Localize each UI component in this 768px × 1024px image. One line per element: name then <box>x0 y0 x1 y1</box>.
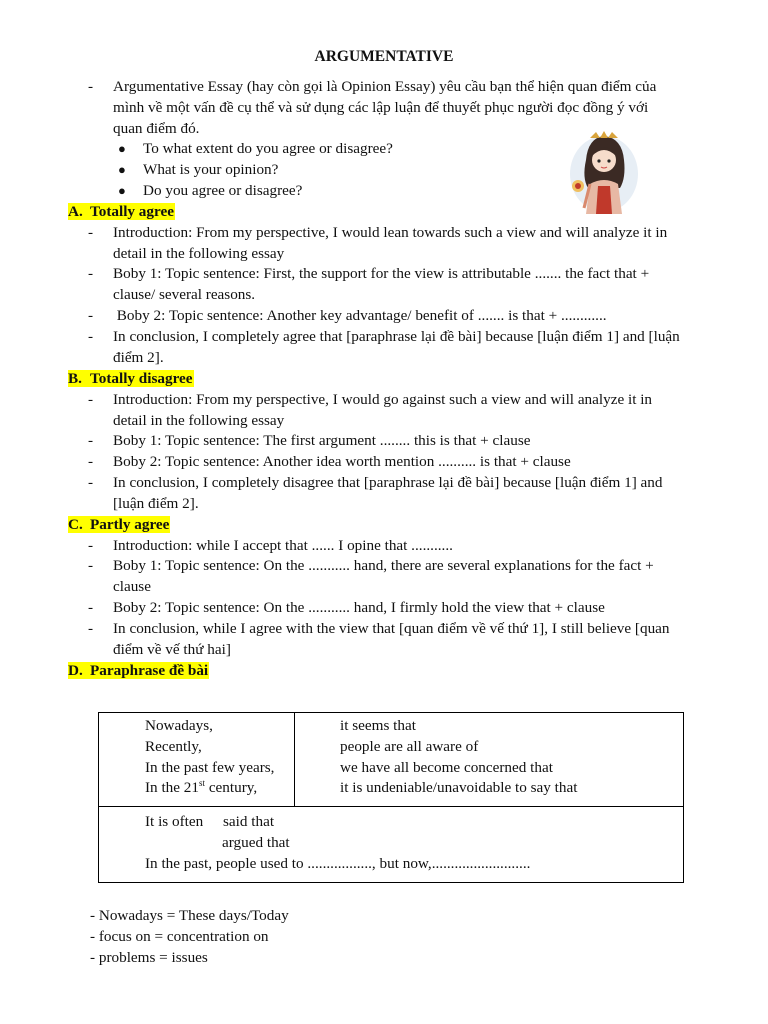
intro-line: Argumentative Essay (hay còn gọi là Opinion Essay) yêu cầu bạn thể hiện quan điểm của <box>113 78 657 95</box>
bullet-icon: ● <box>118 183 126 198</box>
table-cell: In the past, people used to ................., but now,.......................... <box>145 855 531 872</box>
intro-line: mình về một vấn đề cụ thể và sử dụng các lập luận để thuyết phục người đọc đồng ý với <box>113 98 649 116</box>
bullet-icon: ● <box>118 141 126 156</box>
paraphrase-table <box>98 712 684 883</box>
section-heading-b: B. Totally disagree <box>68 370 193 387</box>
table-cell: Nowadays, <box>145 717 213 734</box>
section-heading-c: C. Partly agree <box>68 516 170 533</box>
table-cell: people are all aware of <box>340 738 479 755</box>
table-cell: it is undeniable/unavoidable to say that <box>340 779 578 796</box>
intro-line: quan điểm đó. <box>113 119 200 137</box>
synonym-note: - Nowadays = These days/Today <box>90 907 289 924</box>
table-cell: it seems that <box>340 717 416 734</box>
table-cell: said that <box>223 813 275 830</box>
table-divider <box>294 713 295 806</box>
table-cell: we have all become concerned that <box>340 759 553 776</box>
table-cell: argued that <box>222 834 290 851</box>
table-cell: It is often <box>145 813 204 830</box>
table-cell: Recently, <box>145 738 202 755</box>
dash-marker: - <box>88 78 94 95</box>
synonym-note: - problems = issues <box>90 949 208 966</box>
table-divider <box>99 806 683 807</box>
illustration-image <box>566 128 642 214</box>
bullet-icon: ● <box>118 162 126 177</box>
section-heading-a: A. Totally agree <box>68 203 174 220</box>
page-title: ARGUMENTATIVE <box>314 48 454 65</box>
section-heading-d: D. Paraphrase đề bài <box>68 662 209 679</box>
table-cell: In the past few years, <box>145 759 275 776</box>
synonym-note: - focus on = concentration on <box>90 928 269 945</box>
table-cell: In the 21st century, <box>145 777 258 796</box>
